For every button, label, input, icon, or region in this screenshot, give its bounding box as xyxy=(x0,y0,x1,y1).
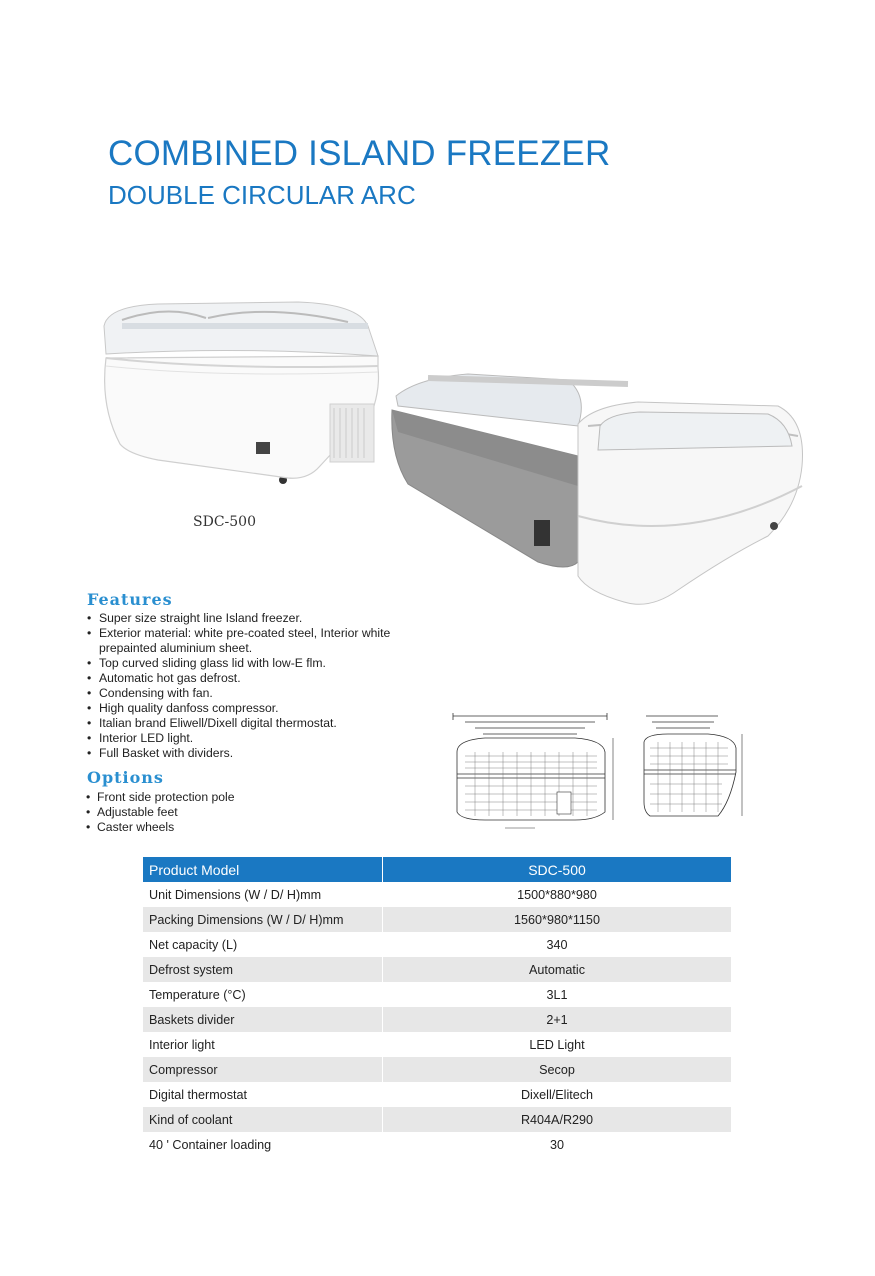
spec-label: Packing Dimensions (W / D/ H)mm xyxy=(143,907,383,932)
table-row xyxy=(143,957,731,982)
spec-label: Baskets divider xyxy=(143,1007,383,1032)
table-row xyxy=(143,1107,731,1132)
option-item: • Caster wheels xyxy=(86,820,235,835)
spec-value: 3L1 xyxy=(546,987,568,1002)
freezer-image-large xyxy=(388,366,808,608)
table-row xyxy=(143,982,731,1007)
spec-header-label: Product Model xyxy=(143,857,383,882)
feature-item: • Interior LED light. xyxy=(86,731,416,746)
feature-item: • Condensing with fan. xyxy=(86,686,416,701)
option-item: • Adjustable feet xyxy=(86,805,235,820)
table-row xyxy=(143,1007,731,1032)
spec-value: 30 xyxy=(549,1137,564,1152)
table-row xyxy=(143,1032,731,1057)
spec-header-model: SDC-500 xyxy=(383,857,732,882)
spec-label: Interior light xyxy=(143,1032,383,1057)
product-caption: SDC-500 xyxy=(193,514,256,530)
page-subtitle: DOUBLE CIRCULAR ARC xyxy=(108,180,416,210)
spec-label: Kind of coolant xyxy=(143,1107,383,1132)
technical-drawing-front xyxy=(445,712,620,834)
feature-item: • Automatic hot gas defrost. xyxy=(86,671,416,686)
table-row xyxy=(143,882,731,907)
spec-table-header xyxy=(143,857,731,882)
feature-item: • Italian brand Eliwell/Dixell digital thermostat. xyxy=(86,716,416,731)
feature-item: • Top curved sliding glass lid with low-E flm. xyxy=(86,656,416,671)
spec-value: LED Light xyxy=(529,1037,585,1052)
spec-label: Net capacity (L) xyxy=(143,932,383,957)
feature-item: • Full Basket with dividers. xyxy=(86,746,416,761)
feature-item: • High quality danfoss compressor. xyxy=(86,701,416,716)
spec-value: Automatic xyxy=(383,957,732,982)
spec-label: Defrost system xyxy=(143,957,383,982)
spec-value: Secop xyxy=(383,1057,732,1082)
table-row xyxy=(143,1057,731,1082)
spec-value: 1560*980*1150 xyxy=(383,907,732,932)
spec-value: R404A/R290 xyxy=(383,1107,732,1132)
spec-label: Temperature (°C) xyxy=(143,982,383,1007)
spec-label: Digital thermostat xyxy=(143,1082,383,1107)
options-list xyxy=(86,790,235,835)
spec-label: 40 ' Container loading xyxy=(143,1132,383,1157)
features-list xyxy=(86,611,416,761)
table-row xyxy=(143,907,731,932)
spec-value: 340 xyxy=(546,937,568,952)
table-row xyxy=(143,1082,731,1107)
spec-label: Unit Dimensions (W / D/ H)mm xyxy=(143,882,383,907)
spec-value: Dixell/Elitech xyxy=(520,1087,594,1102)
spec-value: 2+1 xyxy=(383,1007,732,1032)
feature-item: • Super size straight line Island freezer. xyxy=(86,611,416,626)
technical-drawing-side xyxy=(638,712,748,824)
page-title: COMBINED ISLAND FREEZER xyxy=(108,134,611,173)
freezer-image-small xyxy=(98,296,380,486)
spec-value: 1500*880*980 xyxy=(517,887,597,902)
spec-label: Compressor xyxy=(143,1057,383,1082)
table-row xyxy=(143,932,731,957)
feature-item: • Exterior material: white pre-coated steel, Interior white prepainted aluminium sheet. xyxy=(86,626,416,656)
spec-table xyxy=(143,857,731,1157)
options-heading: Options xyxy=(87,768,164,787)
features-heading: Features xyxy=(87,590,173,609)
option-item: • Front side protection pole xyxy=(86,790,235,805)
table-row xyxy=(143,1132,731,1157)
